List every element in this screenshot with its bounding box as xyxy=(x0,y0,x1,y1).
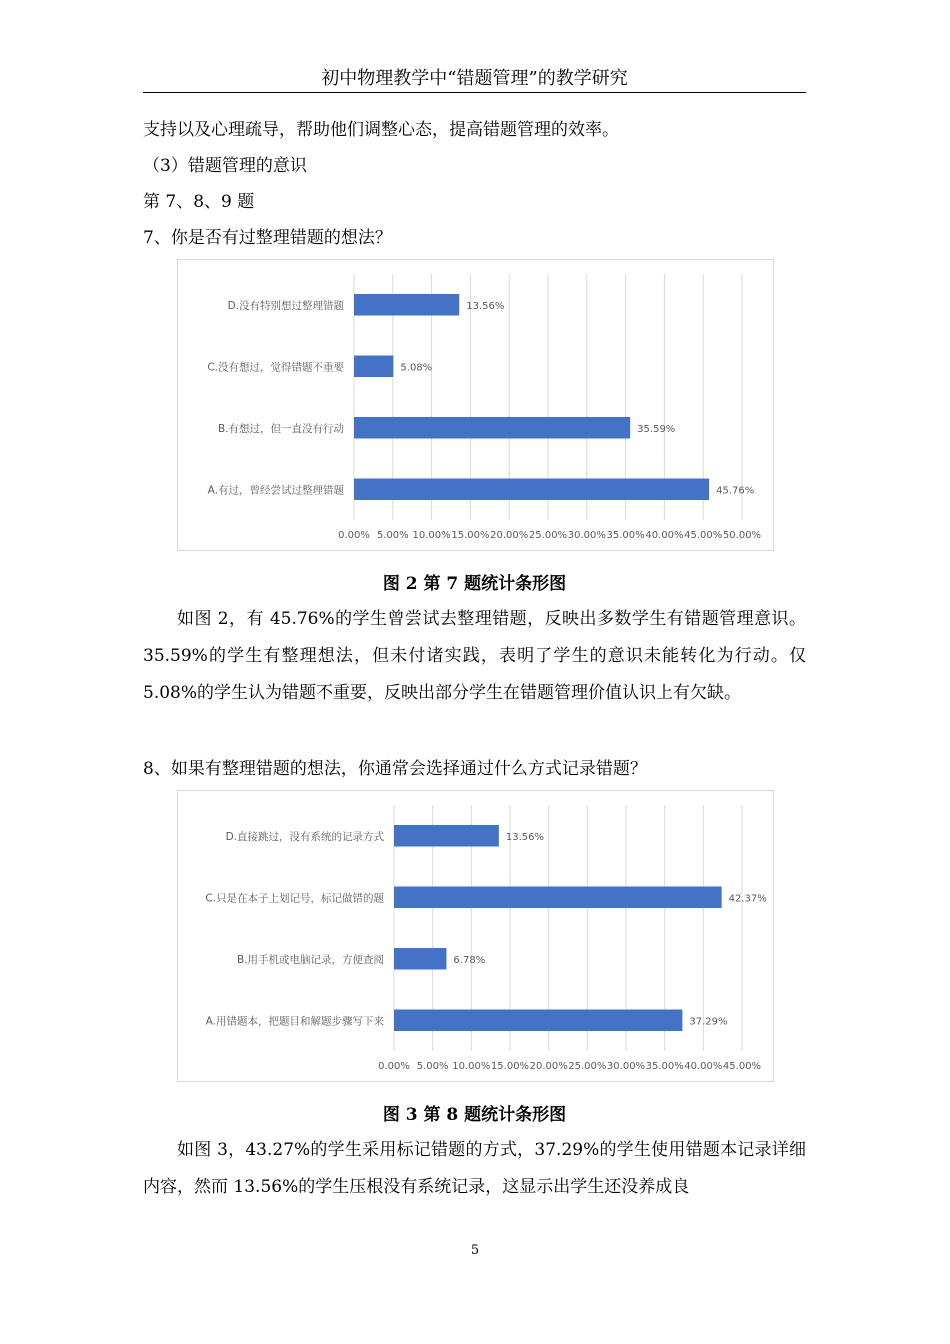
fig2-data-label: 35.59% xyxy=(637,423,676,435)
fig3-data-label: 42.37% xyxy=(728,893,767,905)
figure-3-chart xyxy=(177,790,774,1082)
fig2-x-tick-label: 30.00% xyxy=(567,530,606,541)
fig3-data-label: 6.78% xyxy=(453,954,486,966)
question-range: 第 7、8、9 题 xyxy=(143,192,255,212)
fig3-data-label: 37.29% xyxy=(689,1016,728,1028)
fig3-category-label: B.用手机或电脑记录，方便查阅 xyxy=(236,953,384,966)
page-number: 5 xyxy=(470,1243,480,1258)
fig3-bar xyxy=(394,948,446,970)
fig2-x-tick-label: 35.00% xyxy=(606,530,645,541)
fig2-bar xyxy=(354,355,393,377)
fig3-category-label: D.直接跳过，没有系统的记录方式 xyxy=(225,830,384,843)
fig3-category-label: A.用错题本，把题目和解题步骤写下来 xyxy=(205,1015,384,1028)
fig2-x-tick-label: 50.00% xyxy=(722,530,762,541)
fig2-bar xyxy=(354,417,630,439)
fig2-x-tick-label: 25.00% xyxy=(528,530,568,541)
figure-3-svg xyxy=(178,791,773,1081)
question-7: 7、你是否有过整理错题的想法？ xyxy=(143,228,392,248)
fig2-x-tick-label: 10.00% xyxy=(412,530,451,541)
fig3-x-tick-label: 20.00% xyxy=(529,1061,568,1072)
fig2-category-label: C.没有想过，觉得错题不重要 xyxy=(207,361,344,374)
fig3-category-label: C.只是在本子上划记号，标记做错的题 xyxy=(205,892,384,905)
fig3-x-tick-label: 5.00% xyxy=(416,1061,449,1072)
fig2-bar xyxy=(354,294,459,316)
fig3-x-tick-label: 30.00% xyxy=(606,1061,646,1072)
fig2-category-label: A.有过，曾经尝试过整理错题 xyxy=(207,484,344,497)
paragraph-figure-3: 如图 3，43.27%的学生采用标记错题的方式，37.29%的学生使用错题本记录详细内容，然而 13.56%的学生压根没有系统记录，这显示出学生还没养成良 xyxy=(143,1140,806,1197)
figure-3-caption: 图 3 第 8 题统计条形图 xyxy=(382,1105,567,1125)
fig3-bar xyxy=(394,825,499,847)
figure-2-svg xyxy=(178,260,773,550)
fig3-x-tick-label: 45.00% xyxy=(722,1061,762,1072)
running-header: 初中物理教学中“错题管理”的教学研究 xyxy=(321,68,628,89)
fig2-x-tick-label: 0.00% xyxy=(338,530,370,541)
fig2-data-label: 5.08% xyxy=(400,362,433,374)
question-8: 8、如果有整理错题的想法，你通常会选择通过什么方式记录错题？ xyxy=(143,759,647,779)
fig3-data-label: 13.56% xyxy=(505,831,545,843)
fig2-x-tick-label: 20.00% xyxy=(490,530,529,541)
figure-2-caption: 图 2 第 7 题统计条形图 xyxy=(382,574,567,594)
fig2-x-tick-label: 40.00% xyxy=(645,530,684,541)
fig3-bar xyxy=(394,886,722,908)
fig3-x-tick-label: 35.00% xyxy=(645,1061,684,1072)
header-rule xyxy=(143,92,806,93)
intro-line: 支持以及心理疏导，帮助他们调整心态，提高错题管理的效率。 xyxy=(143,120,619,140)
fig2-category-label: D.没有特别想过整理错题 xyxy=(227,299,344,312)
fig3-x-tick-label: 10.00% xyxy=(452,1061,491,1072)
paragraph-figure-2: 如图 2，有 45.76%的学生曾尝试去整理错题，反映出多数学生有错题管理意识。35.59%的学生有整理想法，但未付诸实践，表明了学生的意识未能转化为行动。仅 5.08%的学生认为错题不重要，反映出部分学生在错题管理价值认识上有欠缺。 xyxy=(143,609,806,703)
fig2-data-label: 45.76% xyxy=(716,485,755,497)
figure-2-chart xyxy=(177,259,774,551)
fig2-x-tick-label: 5.00% xyxy=(376,530,409,541)
fig3-x-tick-label: 40.00% xyxy=(684,1061,723,1072)
fig3-x-tick-label: 15.00% xyxy=(490,1061,530,1072)
fig2-bar xyxy=(354,478,709,500)
fig3-x-tick-label: 25.00% xyxy=(568,1061,607,1072)
section-heading: （3）错题管理的意识 xyxy=(143,156,307,176)
fig2-data-label: 13.56% xyxy=(466,300,505,312)
fig2-category-label: B.有想过，但一直没有行动 xyxy=(217,422,344,435)
fig2-x-tick-label: 15.00% xyxy=(451,530,490,541)
fig3-x-tick-label: 0.00% xyxy=(378,1061,410,1072)
fig3-bar xyxy=(394,1009,682,1031)
fig2-x-tick-label: 45.00% xyxy=(684,530,723,541)
